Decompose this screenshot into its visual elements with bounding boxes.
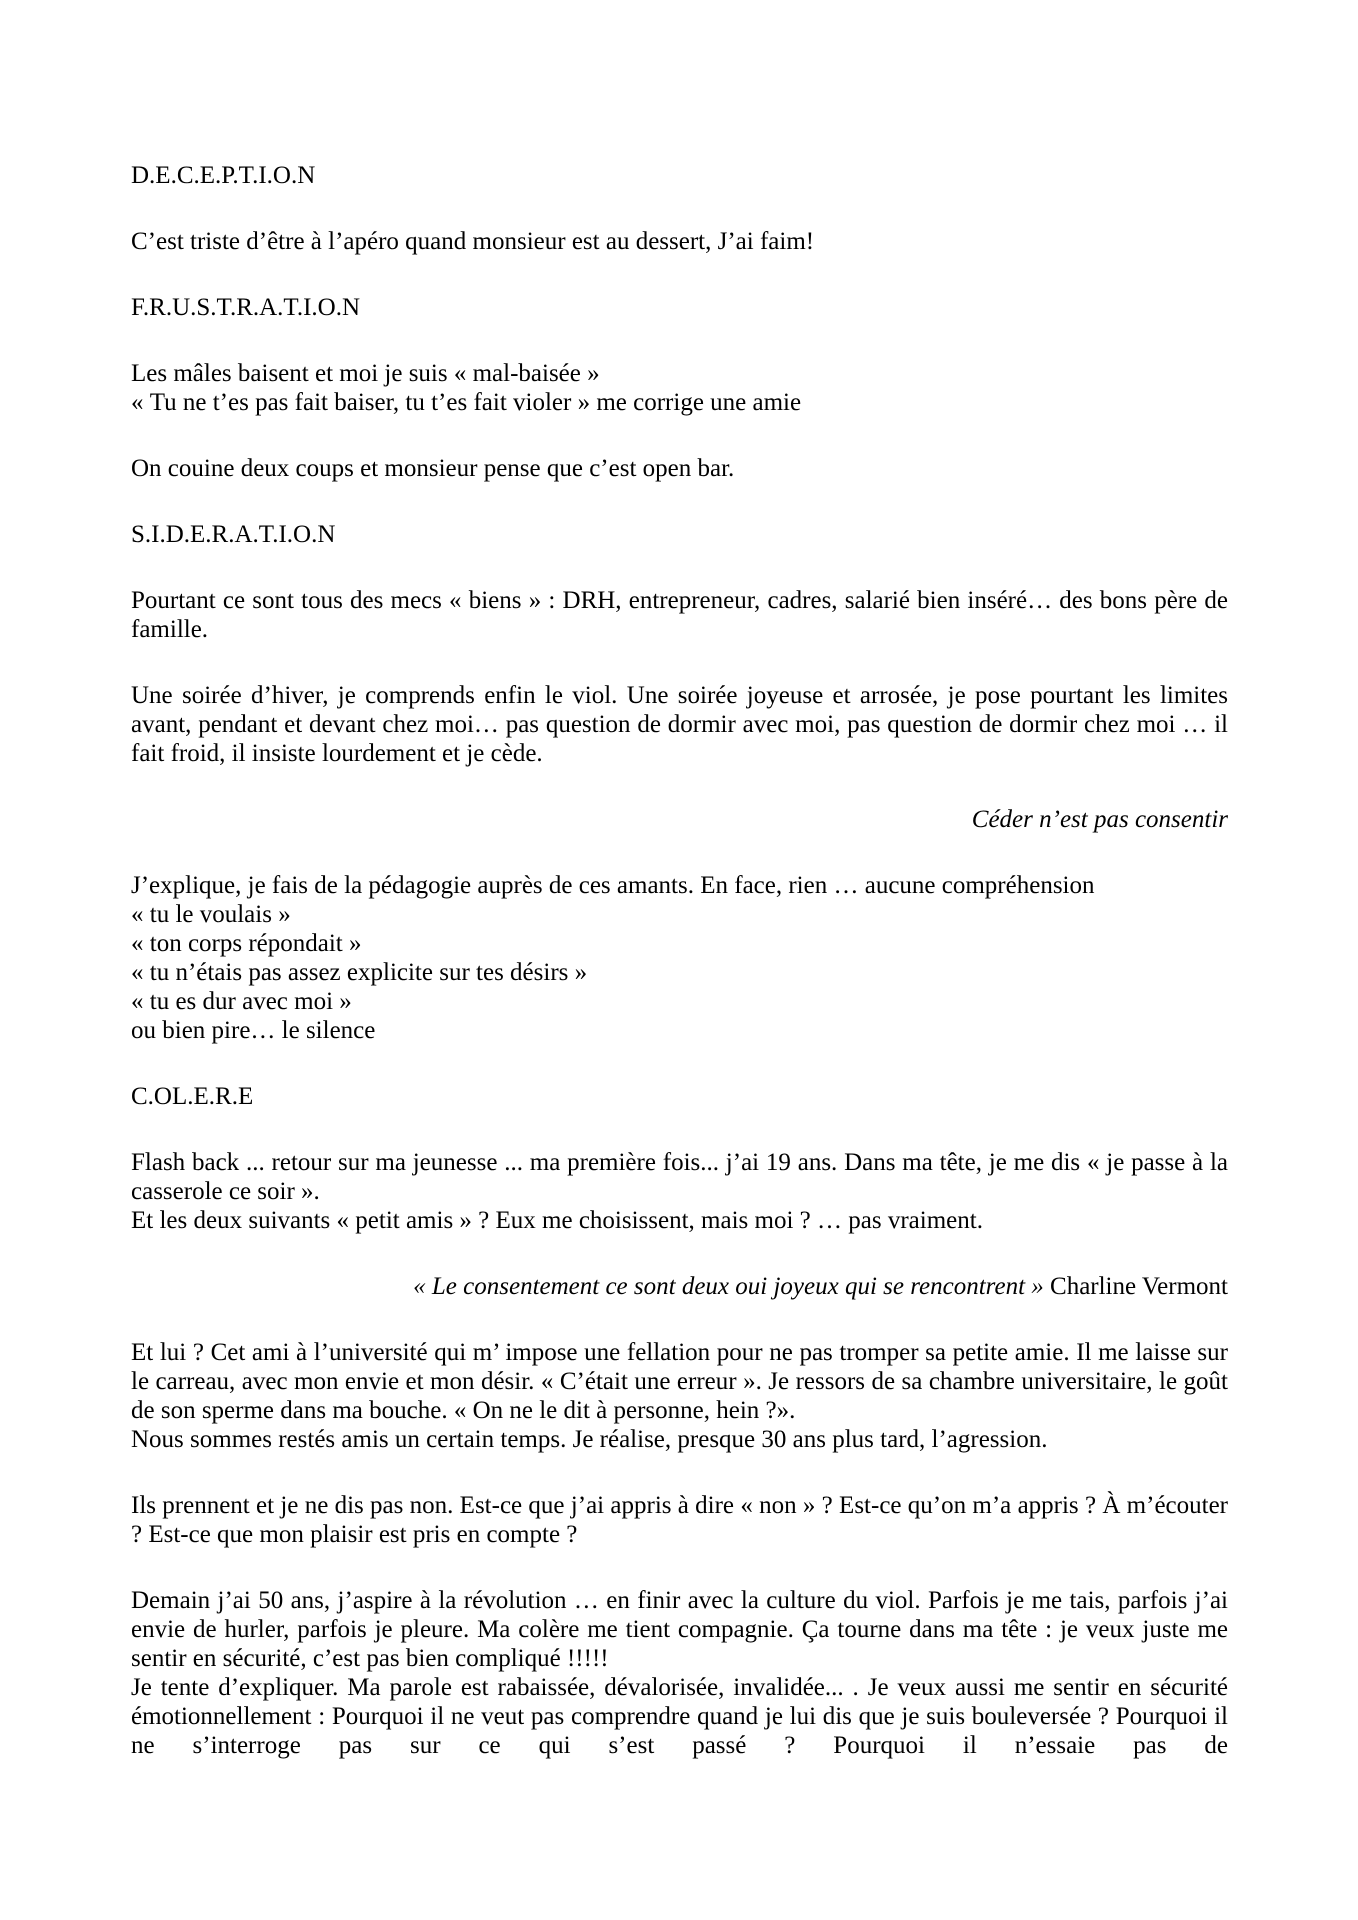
quote-line-corps: « ton corps répondait » — [131, 930, 362, 957]
quote-consentement-author: Charline Vermont — [1050, 1273, 1228, 1300]
paragraph-mal-baisee — [131, 359, 1228, 417]
section-title-sideration: S.I.D.E.R.A.T.I.O.N — [131, 521, 336, 548]
quote-ceder: Céder n’est pas consentir — [971, 806, 1228, 833]
line-ami-universite: Et lui ? Cet ami à l’université qui m’ impose une fellation pour ne pas tromper sa petite amie. Il me laisse sur le carreau, avec mon envie et mon désir. « C’était une erreur ». Je ressors de sa chambre universitaire, le goût de son sperme dans ma bouche. « On ne le dit à personne, hein ?». — [131, 1339, 1228, 1424]
paragraph-pedagogie — [131, 871, 1228, 1045]
line-males: Les mâles baisent et moi je suis « mal-baisée » — [131, 360, 600, 387]
paragraph-je-tente: Je tente d’expliquer. Ma parole est rabaissée, dévalorisée, invalidée... . Je veux aussi me sentir en sécurité émotionnellement : Pourquoi il ne veut pas comprendre quand je lui dis que je suis bouleversée ? Pourquoi il ne s’interroge pas sur ce qui s’est passé ? Pourquoi il n’essaie pas de — [131, 1674, 1228, 1759]
paragraph-ils-prennent: Ils prennent et je ne dis pas non. Est-ce que j’ai appris à dire « non » ? Est-ce qu’on m’a appris ? À m’écouter ? Est-ce que mon plaisir est pris en compte ? — [131, 1492, 1228, 1548]
quote-line-dur: « tu es dur avec moi » — [131, 988, 352, 1015]
quote-consentement-text: « Le consentement ce sont deux oui joyeux qui se rencontrent » — [413, 1273, 1044, 1300]
paragraph-flashback — [131, 1148, 1228, 1235]
quote-line-voulais: « tu le voulais » — [131, 901, 291, 928]
line-deux-suivants: Et les deux suivants « petit amis » ? Eux me choisissent, mais moi ? … pas vraiment. — [131, 1207, 983, 1234]
paragraph-open-bar: On couine deux coups et monsieur pense que c’est open bar. — [131, 455, 735, 482]
line-corrige: « Tu ne t’es pas fait baiser, tu t’es fait violer » me corrige une amie — [131, 389, 802, 416]
paragraph-apero: C’est triste d’être à l’apéro quand monsieur est au dessert, J’ai faim! — [131, 228, 815, 255]
paragraph-mecs-biens: Pourtant ce sont tous des mecs « biens » : DRH, entrepreneur, cadres, salarié bien inséré… des bons père de famille. — [131, 587, 1228, 643]
line-restes-amis: Nous sommes restés amis un certain temps. Je réalise, presque 30 ans plus tard, l’agression. — [131, 1426, 1048, 1453]
section-title-colere: C.OL.E.R.E — [131, 1083, 254, 1110]
line-silence: ou bien pire… le silence — [131, 1017, 376, 1044]
line-pedagogie-intro: J’explique, je fais de la pédagogie auprès de ces amants. En face, rien … aucune compréhension — [131, 872, 1095, 899]
section-title-frustration: F.R.U.S.T.R.A.T.I.O.N — [131, 294, 361, 321]
paragraph-ami-universite — [131, 1338, 1228, 1454]
quote-consentement — [131, 1272, 1228, 1301]
section-title-deception: D.E.C.E.P.T.I.O.N — [131, 162, 316, 189]
paragraph-soiree-hiver: Une soirée d’hiver, je comprends enfin le viol. Une soirée joyeuse et arrosée, je pose pourtant les limites avant, pendant et devant chez moi… pas question de dormir avec moi, pas question de dormir chez moi … il fait froid, il insiste lourdement et je cède. — [131, 682, 1228, 767]
line-flashback: Flash back ... retour sur ma jeunesse ... ma première fois... j’ai 19 ans. Dans ma tête, je me dis « je passe à la casserole ce soir ». — [131, 1149, 1228, 1205]
quote-line-explicite: « tu n’étais pas assez explicite sur tes désirs » — [131, 959, 588, 986]
paragraph-demain: Demain j’ai 50 ans, j’aspire à la révolution … en finir avec la culture du viol. Parfois je me tais, parfois j’ai envie de hurler, parfois je pleure. Ma colère me tient compagnie. Ça tourne dans ma tête : je veux juste me sentir en sécurité, c’est pas bien compliqué !!!!! — [131, 1587, 1228, 1672]
